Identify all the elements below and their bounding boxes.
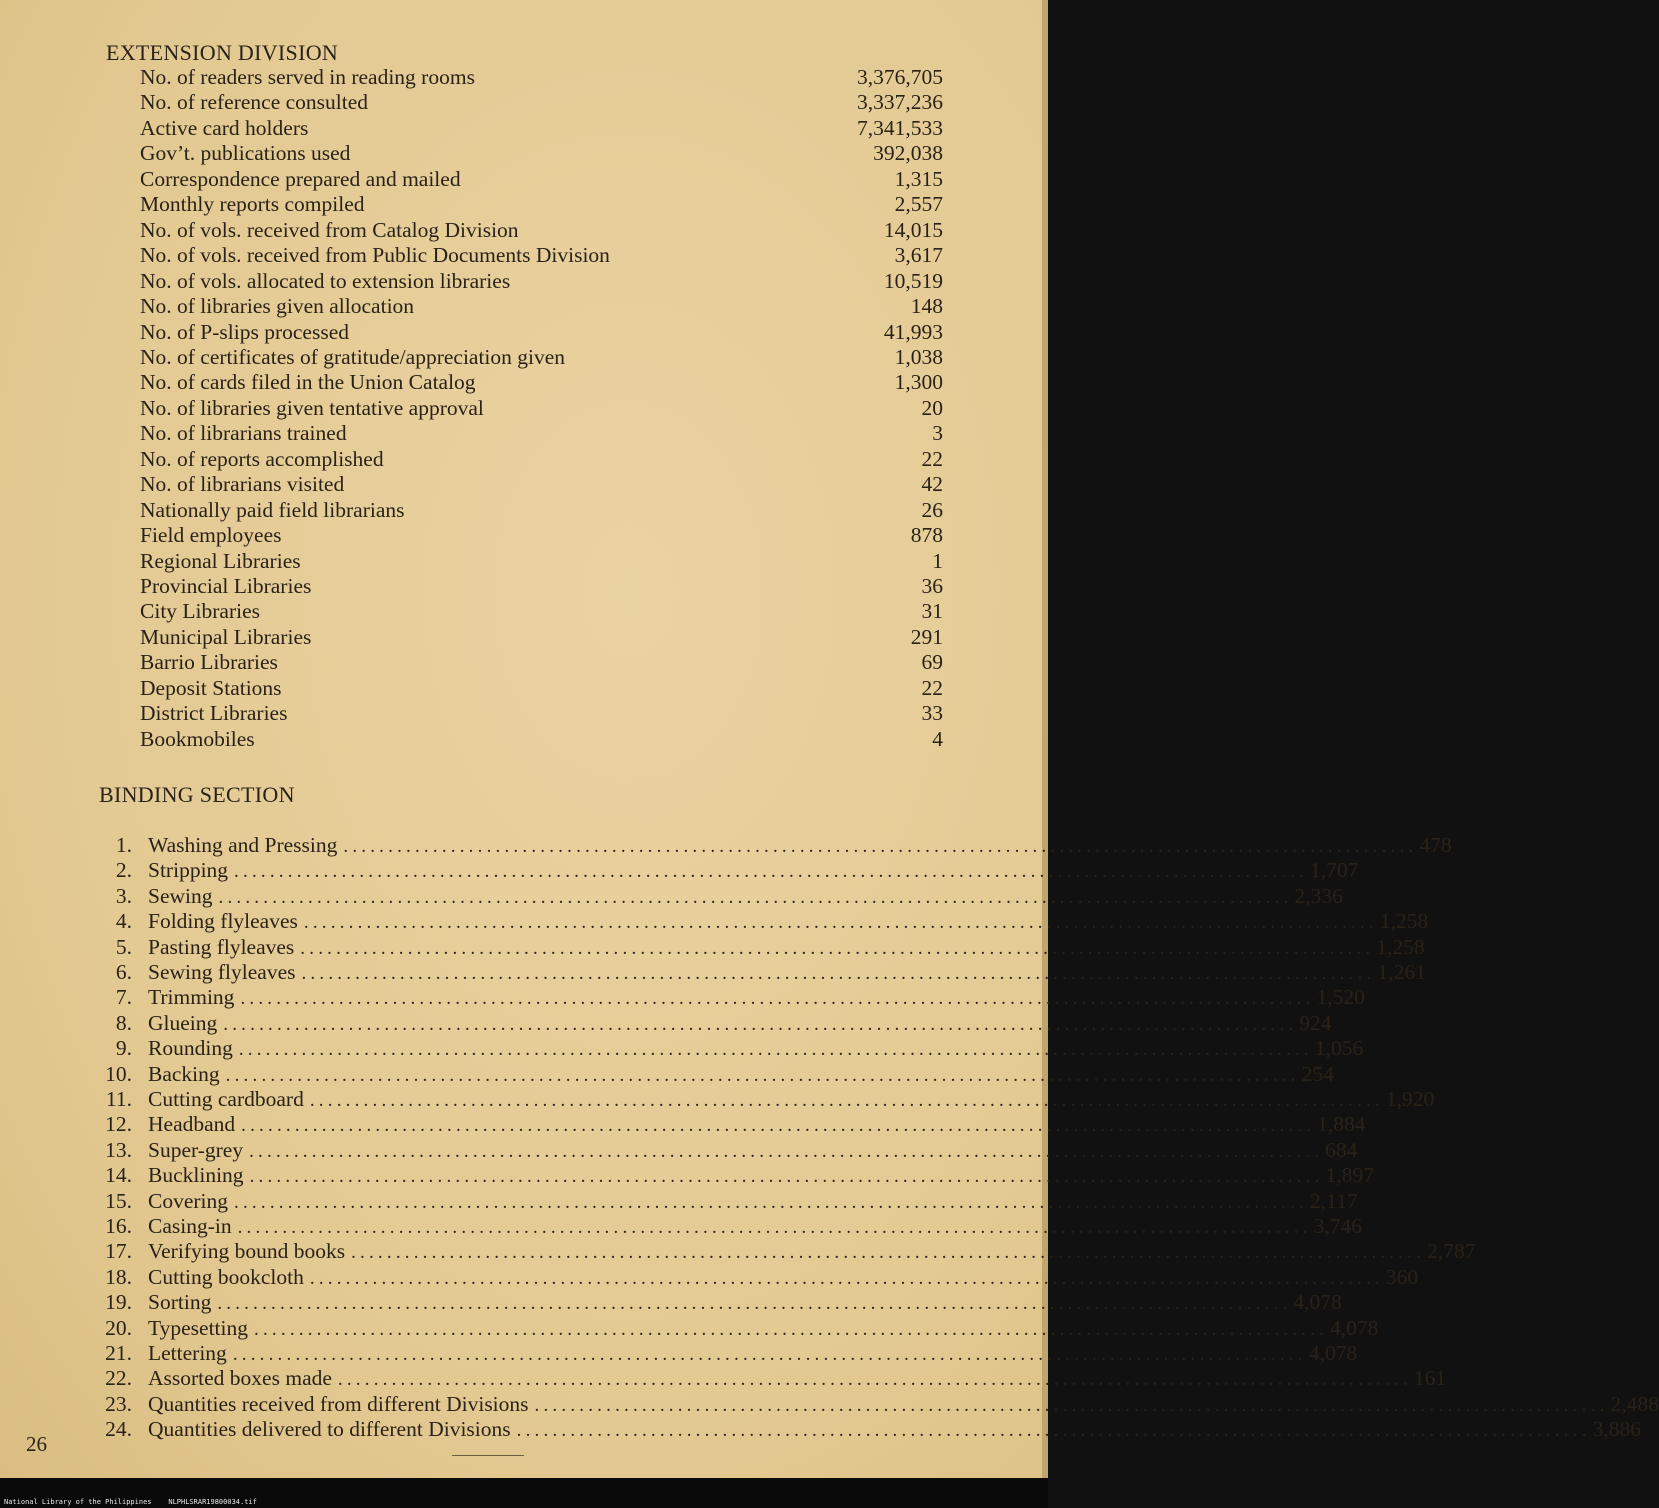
row-value: 924 xyxy=(1299,1010,1332,1035)
row-number: 22. xyxy=(105,1366,132,1391)
dot-leader: ........................................................................................................................ xyxy=(237,1217,1312,1238)
row-number: 9. xyxy=(115,1036,132,1061)
row-value: 69 xyxy=(921,650,943,675)
row-value: 148 xyxy=(910,294,943,319)
row-value: 20 xyxy=(921,395,943,420)
extension-division-title: EXTENSION DIVISION xyxy=(106,40,339,65)
row-label: Typesetting xyxy=(148,1315,249,1340)
footer-text: National Library of the Philippines NLPHLSRAR19800034.tif xyxy=(4,1498,257,1506)
dot-leader: ........................................................................................................................ xyxy=(337,1369,1412,1391)
row-label: No. of vols. received from Catalog Division xyxy=(140,217,519,242)
binding-row xyxy=(98,883,1343,909)
binding-row xyxy=(98,1264,1419,1290)
row-label: Gov’t. publications used xyxy=(140,141,351,166)
row-value: 22 xyxy=(921,446,943,471)
row-label: Folding flyleaves xyxy=(148,909,298,934)
row-label: Assorted boxes made xyxy=(148,1366,332,1391)
row-number: 13. xyxy=(105,1137,132,1162)
row-label: Cutting cardboard xyxy=(148,1087,304,1111)
row-value: 3,376,705 xyxy=(857,65,943,89)
row-number: 15. xyxy=(105,1188,132,1213)
page-number: 26 xyxy=(26,1432,47,1456)
binding-row xyxy=(98,1417,1642,1442)
extension-row xyxy=(140,345,943,370)
row-number: 4. xyxy=(115,909,132,934)
dot-leader: ........................................................................................................................ xyxy=(240,988,1315,1010)
binding-row xyxy=(98,1290,1342,1315)
row-label: Municipal Libraries xyxy=(140,624,312,649)
row-value: 392,038 xyxy=(873,141,943,166)
row-value: 3 xyxy=(932,421,943,446)
dot-leader: ........................................................................................................................ xyxy=(516,1420,1591,1442)
row-label: Barrio Libraries xyxy=(140,650,278,675)
row-value: 4,078 xyxy=(1293,1290,1342,1315)
dot-leader: ........................................................................................................................ xyxy=(254,1318,1329,1340)
dot-leader: ........................................................................................................................ xyxy=(249,1140,1324,1162)
row-value: 684 xyxy=(1325,1137,1358,1162)
row-label: Active card holders xyxy=(140,115,309,140)
row-value: 1,056 xyxy=(1314,1036,1364,1061)
extension-row xyxy=(140,523,943,548)
row-number: 18. xyxy=(105,1264,132,1289)
row-label: Backing xyxy=(148,1061,220,1086)
row-label: Washing and Pressing xyxy=(148,833,338,857)
row-number: 11. xyxy=(105,1087,132,1111)
row-number: 19. xyxy=(105,1290,132,1315)
row-label: Provincial Libraries xyxy=(140,574,312,598)
dot-leader: ........................................................................................................................ xyxy=(232,1344,1307,1365)
extension-row xyxy=(140,599,943,624)
row-value: 1,897 xyxy=(1325,1163,1374,1188)
row-label: No. of librarians visited xyxy=(140,472,345,497)
row-number: 24. xyxy=(105,1417,132,1442)
row-value: 33 xyxy=(921,701,943,726)
row-value: 1,520 xyxy=(1316,985,1365,1010)
row-value: 161 xyxy=(1413,1366,1447,1391)
row-value: 31 xyxy=(921,599,943,624)
binding-row xyxy=(98,934,1425,960)
row-label: Bucklining xyxy=(148,1163,244,1188)
binding-row xyxy=(98,1036,1364,1061)
row-label: Nationally paid field librarians xyxy=(140,497,405,522)
binding-row xyxy=(98,1137,1358,1163)
dot-leader: ........................................................................................................................ xyxy=(225,1064,1300,1086)
binding-row xyxy=(98,1061,1334,1087)
row-label: Super-grey xyxy=(148,1137,244,1162)
dot-leader: ........................................................................................................................ xyxy=(223,1013,1298,1035)
row-number: 2. xyxy=(115,858,132,883)
row-value: 1,258 xyxy=(1376,934,1425,959)
row-label: Quantities received from different Divisions xyxy=(148,1391,529,1416)
binding-row xyxy=(98,833,1452,858)
row-label: Trimming xyxy=(148,985,235,1010)
extension-row xyxy=(140,625,943,650)
row-value: 1,038 xyxy=(894,344,943,369)
row-value: 42 xyxy=(921,472,943,497)
row-number: 6. xyxy=(115,960,132,984)
row-label: Rounding xyxy=(148,1036,233,1061)
row-value: 478 xyxy=(1419,833,1452,857)
extension-row xyxy=(140,320,943,345)
row-number: 20. xyxy=(105,1315,132,1340)
row-value: 1,707 xyxy=(1310,858,1359,883)
binding-row xyxy=(98,1341,1358,1366)
row-label: No. of vols. allocated to extension libraries xyxy=(140,268,511,293)
extension-row xyxy=(140,218,943,243)
row-label: No. of certificates of gratitude/appreciation given xyxy=(140,344,566,369)
row-label: No. of libraries given allocation xyxy=(140,294,415,319)
row-label: Quantities delivered to different Divisions xyxy=(148,1417,511,1442)
extension-row xyxy=(140,727,943,752)
row-label: No. of cards filed in the Union Catalog xyxy=(140,370,476,395)
dot-leader: ........................................................................................................................ xyxy=(234,1191,1309,1213)
row-label: Verifying bound books xyxy=(148,1239,346,1264)
extension-row xyxy=(140,650,943,675)
row-label: Bookmobiles xyxy=(140,726,255,751)
extension-row xyxy=(140,65,943,90)
row-label: No. of P-slips processed xyxy=(140,319,350,344)
row-value: 1,258 xyxy=(1379,909,1429,934)
bottom-rule xyxy=(452,1455,524,1456)
row-number: 10. xyxy=(105,1061,132,1086)
extension-row xyxy=(140,192,943,217)
extension-row xyxy=(140,498,943,523)
row-value: 36 xyxy=(921,574,943,598)
extension-row xyxy=(140,370,943,395)
row-label: District Libraries xyxy=(140,701,288,726)
row-label: Field employees xyxy=(140,523,282,548)
row-number: 23. xyxy=(105,1391,132,1416)
row-number: 3. xyxy=(115,883,132,908)
dot-leader: ........................................................................................................................ xyxy=(238,1039,1313,1061)
row-number: 1. xyxy=(115,833,132,857)
extension-row xyxy=(140,269,943,294)
row-number: 8. xyxy=(115,1010,132,1035)
binding-row xyxy=(98,858,1359,883)
row-label: Lettering xyxy=(148,1341,227,1365)
row-label: Casing-in xyxy=(148,1214,232,1238)
dot-leader: ........................................................................................................................ xyxy=(218,886,1293,908)
row-number: 21. xyxy=(105,1341,132,1365)
row-value: 1 xyxy=(932,548,943,573)
row-label: Sewing xyxy=(148,883,213,908)
row-value: 2,557 xyxy=(894,192,943,217)
extension-row xyxy=(140,472,943,497)
row-value: 2,117 xyxy=(1310,1188,1358,1213)
row-label: No. of vols. received from Public Documents Division xyxy=(140,243,610,268)
extension-row xyxy=(140,396,943,421)
row-value: 22 xyxy=(921,675,943,700)
extension-row xyxy=(140,574,943,599)
extension-row xyxy=(140,116,943,141)
row-value: 3,617 xyxy=(894,243,943,268)
row-value: 14,015 xyxy=(883,217,943,242)
row-label: Deposit Stations xyxy=(140,675,282,700)
row-value: 4,078 xyxy=(1308,1341,1358,1365)
extension-row xyxy=(140,90,943,115)
row-value: 7,341,533 xyxy=(857,115,943,140)
row-value: 2,787 xyxy=(1427,1239,1476,1264)
scan-footer xyxy=(0,1478,1048,1508)
dot-leader: ........................................................................................................................ xyxy=(534,1394,1609,1416)
row-value: 4 xyxy=(932,726,943,751)
row-number: 14. xyxy=(105,1163,132,1188)
row-label: Glueing xyxy=(148,1010,218,1035)
row-label: No. of reference consulted xyxy=(140,90,369,115)
row-label: Regional Libraries xyxy=(140,548,301,573)
row-value: 2,336 xyxy=(1294,883,1343,908)
dot-leader: ........................................................................................................................ xyxy=(301,963,1376,984)
row-label: Cutting bookcloth xyxy=(148,1264,304,1289)
row-label: Headband xyxy=(148,1112,236,1137)
binding-row xyxy=(98,1087,1435,1112)
row-value: 1,920 xyxy=(1385,1087,1435,1111)
row-value: 291 xyxy=(910,624,943,649)
row-label: No. of libraries given tentative approval xyxy=(140,395,484,420)
binding-row xyxy=(98,1163,1374,1188)
binding-row xyxy=(98,1366,1447,1391)
dot-leader: ........................................................................................................................ xyxy=(241,1115,1316,1137)
extension-row xyxy=(140,549,943,574)
dot-leader: ........................................................................................................................ xyxy=(249,1166,1324,1188)
extension-row xyxy=(140,421,943,446)
dot-leader: ........................................................................................................................ xyxy=(351,1242,1426,1264)
extension-row xyxy=(140,243,943,268)
row-value: 1,261 xyxy=(1377,960,1426,984)
dot-leader: ........................................................................................................................ xyxy=(300,937,1375,959)
row-label: Correspondence prepared and mailed xyxy=(140,166,461,191)
row-label: City Libraries xyxy=(140,599,261,624)
binding-row xyxy=(98,985,1365,1010)
row-value: 10,519 xyxy=(883,268,943,293)
row-value: 254 xyxy=(1301,1061,1334,1086)
binding-row xyxy=(98,960,1426,985)
row-value: 1,315 xyxy=(894,166,943,191)
dot-leader: ........................................................................................................................ xyxy=(303,912,1378,934)
extension-row xyxy=(140,294,943,319)
dot-leader: ........................................................................................................................ xyxy=(309,1090,1384,1111)
binding-row xyxy=(98,1214,1362,1239)
extension-row xyxy=(140,141,943,166)
row-value: 360 xyxy=(1385,1264,1419,1289)
row-value: 1,884 xyxy=(1317,1112,1366,1137)
row-number: 17. xyxy=(105,1239,132,1264)
row-label: Stripping xyxy=(148,858,229,883)
binding-row xyxy=(98,1391,1659,1417)
row-label: Covering xyxy=(148,1188,229,1213)
row-number: 12. xyxy=(105,1112,132,1137)
dot-leader: ........................................................................................................................ xyxy=(217,1293,1292,1315)
row-number: 16. xyxy=(105,1214,132,1238)
binding-row xyxy=(98,1315,1379,1341)
row-value: 2,488 xyxy=(1610,1391,1659,1416)
row-number: 7. xyxy=(115,985,132,1010)
row-number: 5. xyxy=(115,934,132,959)
row-label: Pasting flyleaves xyxy=(148,934,295,959)
extension-row xyxy=(140,701,943,726)
extension-row xyxy=(140,167,943,192)
binding-section-title: BINDING SECTION xyxy=(99,782,295,807)
extension-row xyxy=(140,676,943,701)
row-label: No. of reports accomplished xyxy=(140,446,384,471)
binding-row xyxy=(98,1239,1476,1264)
row-label: Sorting xyxy=(148,1290,212,1315)
extension-row xyxy=(140,447,943,472)
binding-row xyxy=(98,1112,1366,1137)
row-value: 41,993 xyxy=(883,319,943,344)
row-value: 3,886 xyxy=(1592,1417,1642,1442)
dot-leader: ........................................................................................................................ xyxy=(343,836,1418,857)
dot-leader: ........................................................................................................................ xyxy=(234,861,1309,883)
row-label: No. of readers served in reading rooms xyxy=(140,65,475,89)
row-label: No. of librarians trained xyxy=(140,421,347,446)
dot-leader: ........................................................................................................................ xyxy=(309,1267,1384,1289)
row-value: 1,300 xyxy=(894,370,943,395)
binding-row xyxy=(98,1010,1332,1036)
row-value: 878 xyxy=(910,523,943,548)
row-label: Sewing flyleaves xyxy=(148,960,296,984)
row-value: 3,746 xyxy=(1313,1214,1362,1238)
binding-row xyxy=(98,1188,1358,1214)
row-value: 3,337,236 xyxy=(857,90,943,115)
row-label: Monthly reports compiled xyxy=(140,192,365,217)
binding-row xyxy=(98,909,1429,934)
row-value: 4,078 xyxy=(1330,1315,1379,1340)
row-value: 26 xyxy=(921,497,943,522)
